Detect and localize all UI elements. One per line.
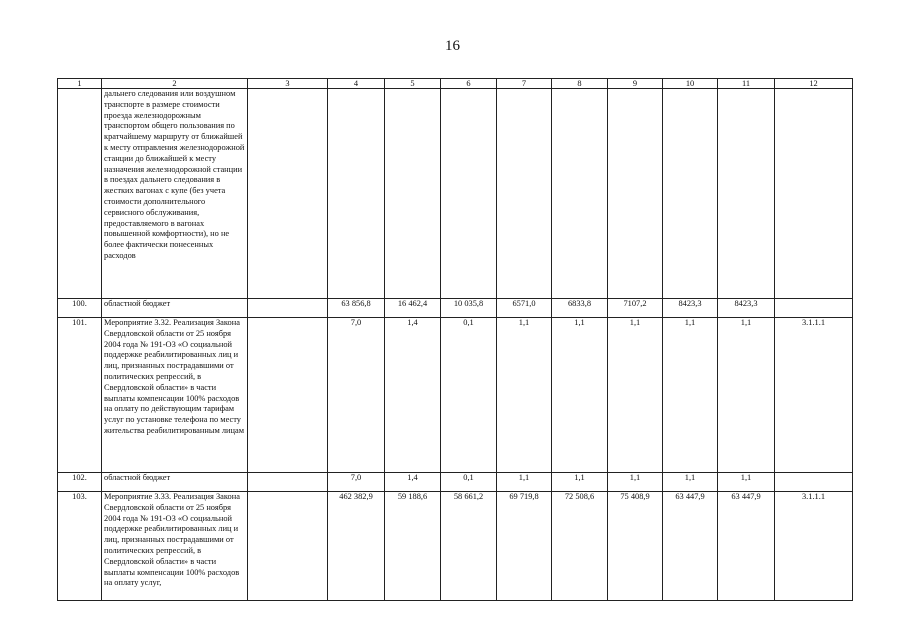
cell-col10: [663, 89, 718, 299]
cell-col6: 10 035,8: [441, 299, 497, 318]
cell-col7: [497, 89, 552, 299]
cell-col4: 462 382,9: [328, 492, 385, 601]
cell-col11: [718, 89, 775, 299]
cell-col8: 72 508,6: [552, 492, 608, 601]
cell-col12: [775, 299, 853, 318]
cell-col3: [248, 299, 328, 318]
cell-col4: 63 856,8: [328, 299, 385, 318]
cell-col10: 8423,3: [663, 299, 718, 318]
column-header: 6: [441, 79, 497, 89]
row-name: областной бюджет: [102, 299, 248, 318]
cell-col9: 7107,2: [608, 299, 663, 318]
cell-col7: 6571,0: [497, 299, 552, 318]
cell-col5: [385, 89, 441, 299]
column-header: 10: [663, 79, 718, 89]
cell-col5: 59 188,6: [385, 492, 441, 601]
cell-col3: [248, 473, 328, 492]
page-number: 16: [445, 38, 460, 54]
column-header: 9: [608, 79, 663, 89]
row-number: 101.: [58, 318, 102, 473]
cell-col10: 1,1: [663, 473, 718, 492]
cell-col11: 1,1: [718, 318, 775, 473]
row-number: 103.: [58, 492, 102, 601]
column-header: 2: [102, 79, 248, 89]
cell-col7: 1,1: [497, 318, 552, 473]
cell-col8: 1,1: [552, 473, 608, 492]
cell-col12: 3.1.1.1: [775, 492, 853, 601]
cell-col9: 1,1: [608, 318, 663, 473]
cell-col3: [248, 492, 328, 601]
column-header: 8: [552, 79, 608, 89]
column-header: 1: [58, 79, 102, 89]
row-name: Мероприятие 3.32. Реализация Закона Свердловской области от 25 ноября 2004 года № 191-ОЗ «О социальной поддержке реабилитированных лиц и лиц, признанных пострадавшими от политических репрессий, в Свердловской области» в части выплаты компенсации 100% расходов на оплату по действующим тарифам услуг по установке телефона по месту жительства реабилитированным лицам: [102, 318, 248, 473]
cell-col4: 7,0: [328, 473, 385, 492]
cell-col5: 16 462,4: [385, 299, 441, 318]
table-header-row: [58, 79, 853, 89]
cell-col5: 1,4: [385, 473, 441, 492]
cell-col10: 63 447,9: [663, 492, 718, 601]
column-header: 3: [248, 79, 328, 89]
column-header: 12: [775, 79, 853, 89]
cell-col6: 0,1: [441, 318, 497, 473]
cell-col3: [248, 318, 328, 473]
cell-col4: [328, 89, 385, 299]
column-header: 5: [385, 79, 441, 89]
cell-col11: 1,1: [718, 473, 775, 492]
row-name: дальнего следования или воздушном транспорте в размере стоимости проезда железнодорожным транспортом общего пользования по кратчайшему маршруту от ближайшей к месту отправления железнодорожной станции до ближайшей к месту назначения железнодорожной станции в поездах дальнего следования в жестких вагонах с купе (без учета стоимости дополнительного сервисного обслуживания, предоставляемого в вагонах повышенной комфортности), но не более фактически понесенных расходов: [102, 89, 248, 299]
cell-col8: 1,1: [552, 318, 608, 473]
cell-col7: 69 719,8: [497, 492, 552, 601]
row-name: областной бюджет: [102, 473, 248, 492]
column-header: 11: [718, 79, 775, 89]
cell-col4: 7,0: [328, 318, 385, 473]
cell-col9: 75 408,9: [608, 492, 663, 601]
cell-col11: 63 447,9: [718, 492, 775, 601]
cell-col6: [441, 89, 497, 299]
cell-col3: [248, 89, 328, 299]
cell-col10: 1,1: [663, 318, 718, 473]
table-row: [58, 318, 853, 473]
cell-col12: 3.1.1.1: [775, 318, 853, 473]
cell-col12: [775, 89, 853, 299]
table-row: [58, 299, 853, 318]
cell-col9: 1,1: [608, 473, 663, 492]
row-number: 102.: [58, 473, 102, 492]
row-name: Мероприятие 3.33. Реализация Закона Свердловской области от 25 ноября 2004 года № 191-ОЗ «О социальной поддержке реабилитированных лиц и лиц, признанных пострадавшими от политических репрессий, в Свердловской области» в части выплаты компенсации 100% расходов на оплату услуг,: [102, 492, 248, 601]
cell-col9: [608, 89, 663, 299]
cell-col7: 1,1: [497, 473, 552, 492]
cell-col5: 1,4: [385, 318, 441, 473]
cell-col6: 58 661,2: [441, 492, 497, 601]
budget-table: [57, 78, 853, 601]
cell-col12: [775, 473, 853, 492]
cell-col11: 8423,3: [718, 299, 775, 318]
column-header: 7: [497, 79, 552, 89]
column-header: 4: [328, 79, 385, 89]
cell-col8: [552, 89, 608, 299]
cell-col8: 6833,8: [552, 299, 608, 318]
cell-col6: 0,1: [441, 473, 497, 492]
row-number: [58, 89, 102, 299]
row-number: 100.: [58, 299, 102, 318]
table-row: [58, 492, 853, 601]
table-row: [58, 89, 853, 299]
table-row: [58, 473, 853, 492]
